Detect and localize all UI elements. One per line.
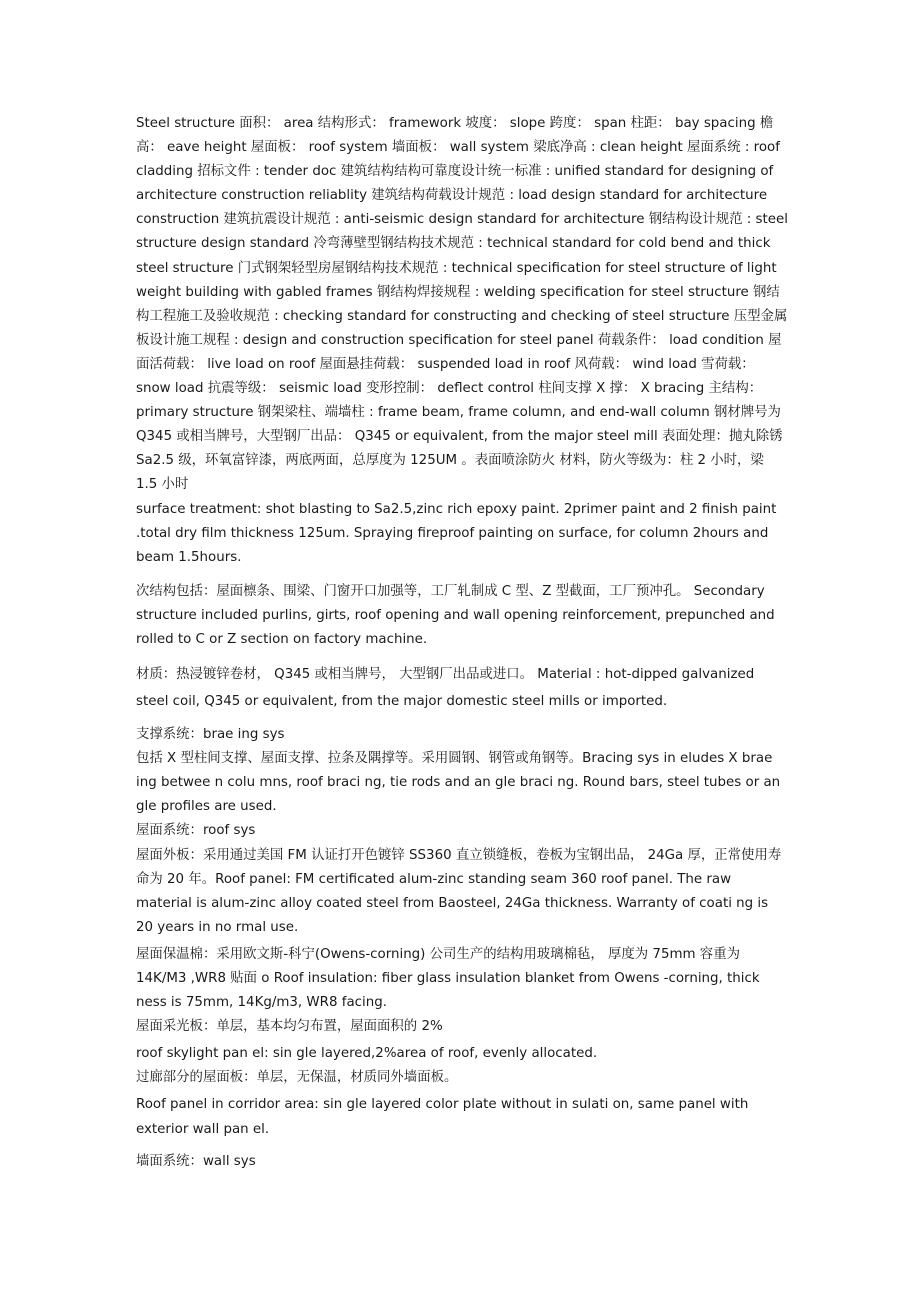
heading-bracing-system: 支撑系统：brae ing sys [136,727,285,743]
paragraph-skylight-en: roof skylight pan el: sin gle layered,2%area of roof, evenly allocated. [136,1046,598,1062]
paragraph-corridor-en: Roof panel in corridor area: sin gle layered color plate without in sulati on, same panel with exterior wall pan el. [136,1097,749,1137]
paragraph-glossary: Steel structure 面积： area 结构形式： framework 坡度： slope 跨度： span 柱距： bay spacing 檐高： eave height 屋面板： roof system 墙面板： wall system 梁底净高 : clean height 屋面系统 : roof cladding 招标文件 : tender doc 建筑结构结构可靠度设计统一标准 : unified standard for designing of architecture construction reliablity 建筑结构荷载设计规范 : load design standard for architecture construction 建筑抗震设计规范 : anti-seismic design standard for architecture 钢结构设计规范 : steel structure design standard 冷弯薄壁型钢结构技术规范 : technical standard for cold bend and thick steel structure 门式钢架轻型房屋钢结构技术规范 : technical specification for steel structure of light weight building with gabled frames 钢结构焊接规程 : welding specification for steel structure 钢结构工程施工及验收规范 : checking standard for constructing and checking of steel structure 压型金属板设计施工规程 : design and construction specification for steel panel 荷载条件： load condition 屋面活荷载： live load on roof 屋面悬挂荷载： suspended load in roof 风荷载： wind load 雪荷载： snow load 抗震等级： seismic load 变形控制： deflect control 柱间支撑 X 撑： X bracing 主结构： primary structure 钢架梁柱、端墙柱 : frame beam, frame column, and end-wall column 钢材牌号为 Q345 或相当牌号，大型钢厂出品： Q345 or equivalent, from the major steel mill 表面处理：抛丸除锈 Sa2.5 级，环氧富锌漆，两底两面，总厚度为 125UM 。表面喷涂防火 材料，防火等级为：柱 2 小时，梁 1.5 小时 [136,116,788,493]
paragraph-bracing-system: 包括 X 型柱间支撑、屋面支撑、拉条及隅撑等。采用圆钢、钢管或角钢等。Bracing sys in eludes X brae ing betwee n colu mns, roof braci ng, tie rods and an gle braci ng. Round bars, steel tubes or an gle profiles are used. [136,751,781,815]
paragraph-secondary-structure: 次结构包括：屋面檩条、围梁、门窗开口加强等，工厂轧制成 C 型、Z 型截面，工厂预冲孔。 Secondary structure included purlins, girts, roof opening and wall opening reinforcement, prepunched and rolled to C or Z section on factory machine. [136,583,775,647]
paragraph-skylight-cn: 屋面采光板：单层，基本均匀布置，屋面面积的 2% [136,1019,443,1035]
paragraph-material: 材质：热浸镀锌卷材， Q345 或相当牌号， 大型钢厂出品或进口。 Material : hot-dipped galvanized steel coil, Q345 or equivalent, from the major domestic steel mills or imported. [136,667,755,709]
paragraph-surface-treatment: surface treatment: shot blasting to Sa2.5,zinc rich epoxy paint. 2primer paint and 2 finish paint .total dry film thickness 125um. Spraying fireproof painting on surface, for column 2hours and beam 1.5hours. [136,501,777,565]
paragraph-roof-panel: 屋面外板：采用通过美国 FM 认证打开色镀锌 SS360 直立锁缝板，卷板为宝钢出品， 24Ga 厚，正常使用寿命为 20 年。Roof panel: FM certificated alum-zinc standing seam 360 roof panel. The raw material is alum-zinc alloy coated steel from Baosteel, 24Ga thickness. Warranty of coati ng is 20 years in no rmal use. [136,847,782,935]
document-body [136,112,788,1174]
heading-roof-system: 屋面系统：roof sys [136,823,256,839]
heading-wall-system: 墙面系统：wall sys [136,1153,256,1169]
paragraph-roof-insulation: 屋面保温棉：采用欧文斯-科宁(Owens-corning) 公司生产的结构用玻璃棉毡， 厚度为 75mm 容重为 14K/M3 ,WR8 贴面 o Roof insulation: fiber glass insulation blanket from Owens -corning, thick ness is 75mm, 14Kg/m3, WR8 facing. [136,946,760,1011]
paragraph-corridor-cn: 过廊部分的屋面板：单层，无保温，材质同外墙面板。 [136,1070,458,1086]
